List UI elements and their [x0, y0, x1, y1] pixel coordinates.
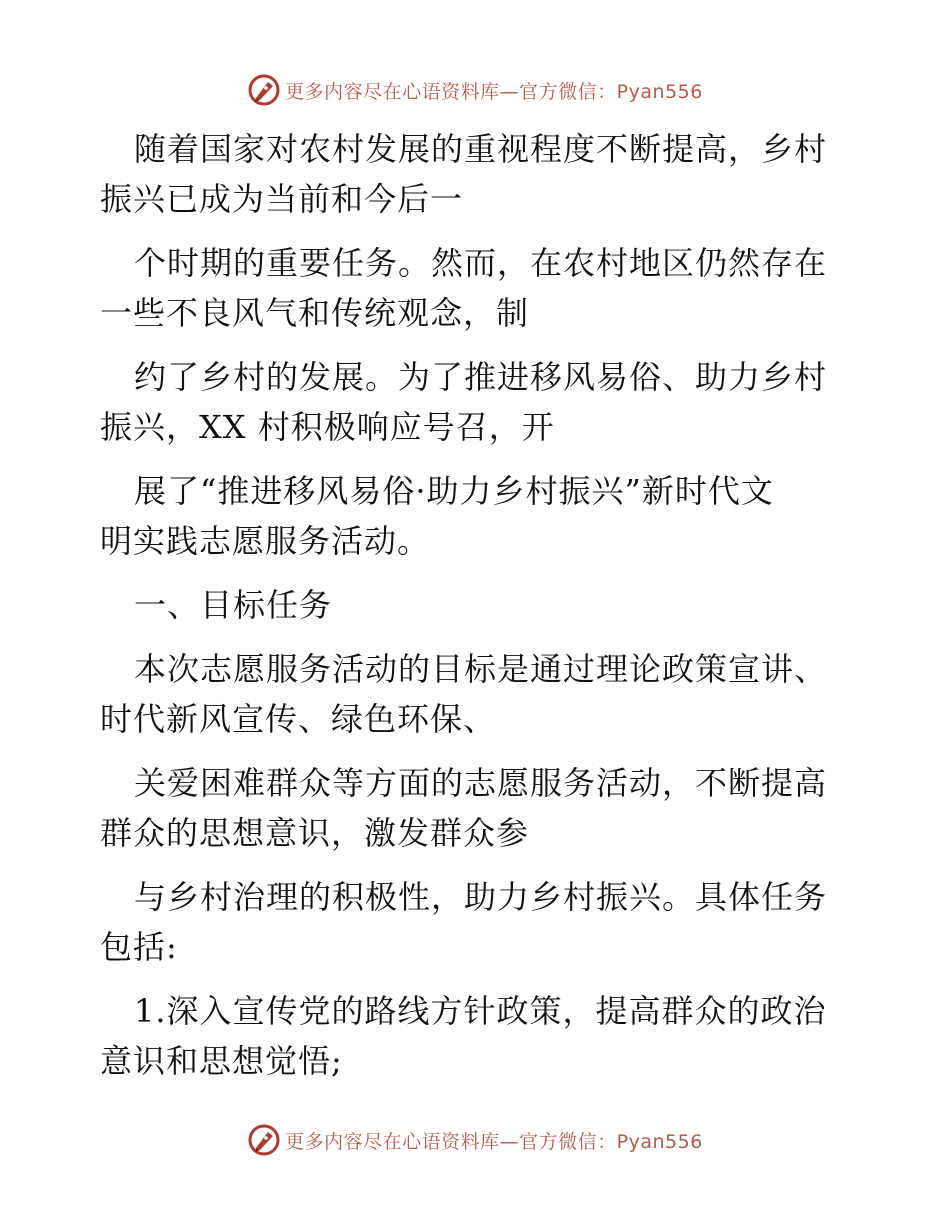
text-line: 约了乡村的发展。为了推进移风易俗、助力乡村	[134, 358, 828, 396]
text-line: 意识和思想觉悟;	[100, 1042, 343, 1080]
footer-watermark	[0, 1120, 950, 1160]
paragraph	[100, 466, 852, 566]
text-line: 群众的思想意识，激发群众参	[100, 814, 530, 852]
text-line: 一些不良风气和传统观念，制	[100, 294, 530, 332]
paragraph	[100, 872, 852, 972]
pen-nib-icon	[247, 73, 281, 107]
pen-nib-icon	[247, 1123, 281, 1157]
paragraph	[100, 644, 852, 744]
text-line: 包括:	[100, 928, 178, 966]
text-line: 明实践志愿服务活动。	[100, 522, 431, 560]
text-line: 1.深入宣传党的路线方针政策，提高群众的政治	[134, 992, 827, 1030]
paragraph	[100, 352, 852, 452]
paragraph	[100, 758, 852, 858]
text-line: 振兴已成为当前和今后一	[100, 180, 464, 218]
paragraph	[100, 124, 852, 224]
text-line: 本次志愿服务活动的目标是通过理论政策宣讲、	[134, 650, 828, 688]
text-line: 振兴，XX 村积极响应号召，开	[100, 408, 555, 446]
section-heading	[100, 580, 852, 630]
heading-line: 一、目标任务	[134, 586, 333, 624]
text-line: 时代新风宣传、绿色环保、	[100, 700, 497, 738]
text-line: 与乡村治理的积极性，助力乡村振兴。具体任务	[134, 878, 828, 916]
header-watermark	[0, 70, 950, 110]
watermark-text: 更多内容尽在心语资料库—官方微信：Pyan556	[285, 80, 703, 103]
list-item	[100, 986, 852, 1086]
watermark-text: 更多内容尽在心语资料库—官方微信：Pyan556	[285, 1130, 703, 1153]
text-line: 关爱困难群众等方面的志愿服务活动，不断提高	[134, 764, 828, 802]
document-body	[100, 124, 852, 1086]
text-line: 个时期的重要任务。然而，在农村地区仍然存在	[134, 244, 828, 282]
paragraph	[100, 238, 852, 338]
text-line: 随着国家对农村发展的重视程度不断提高，乡村	[134, 130, 828, 168]
text-line: 展了“推进移风易俗·助力乡村振兴”新时代文	[134, 472, 774, 510]
